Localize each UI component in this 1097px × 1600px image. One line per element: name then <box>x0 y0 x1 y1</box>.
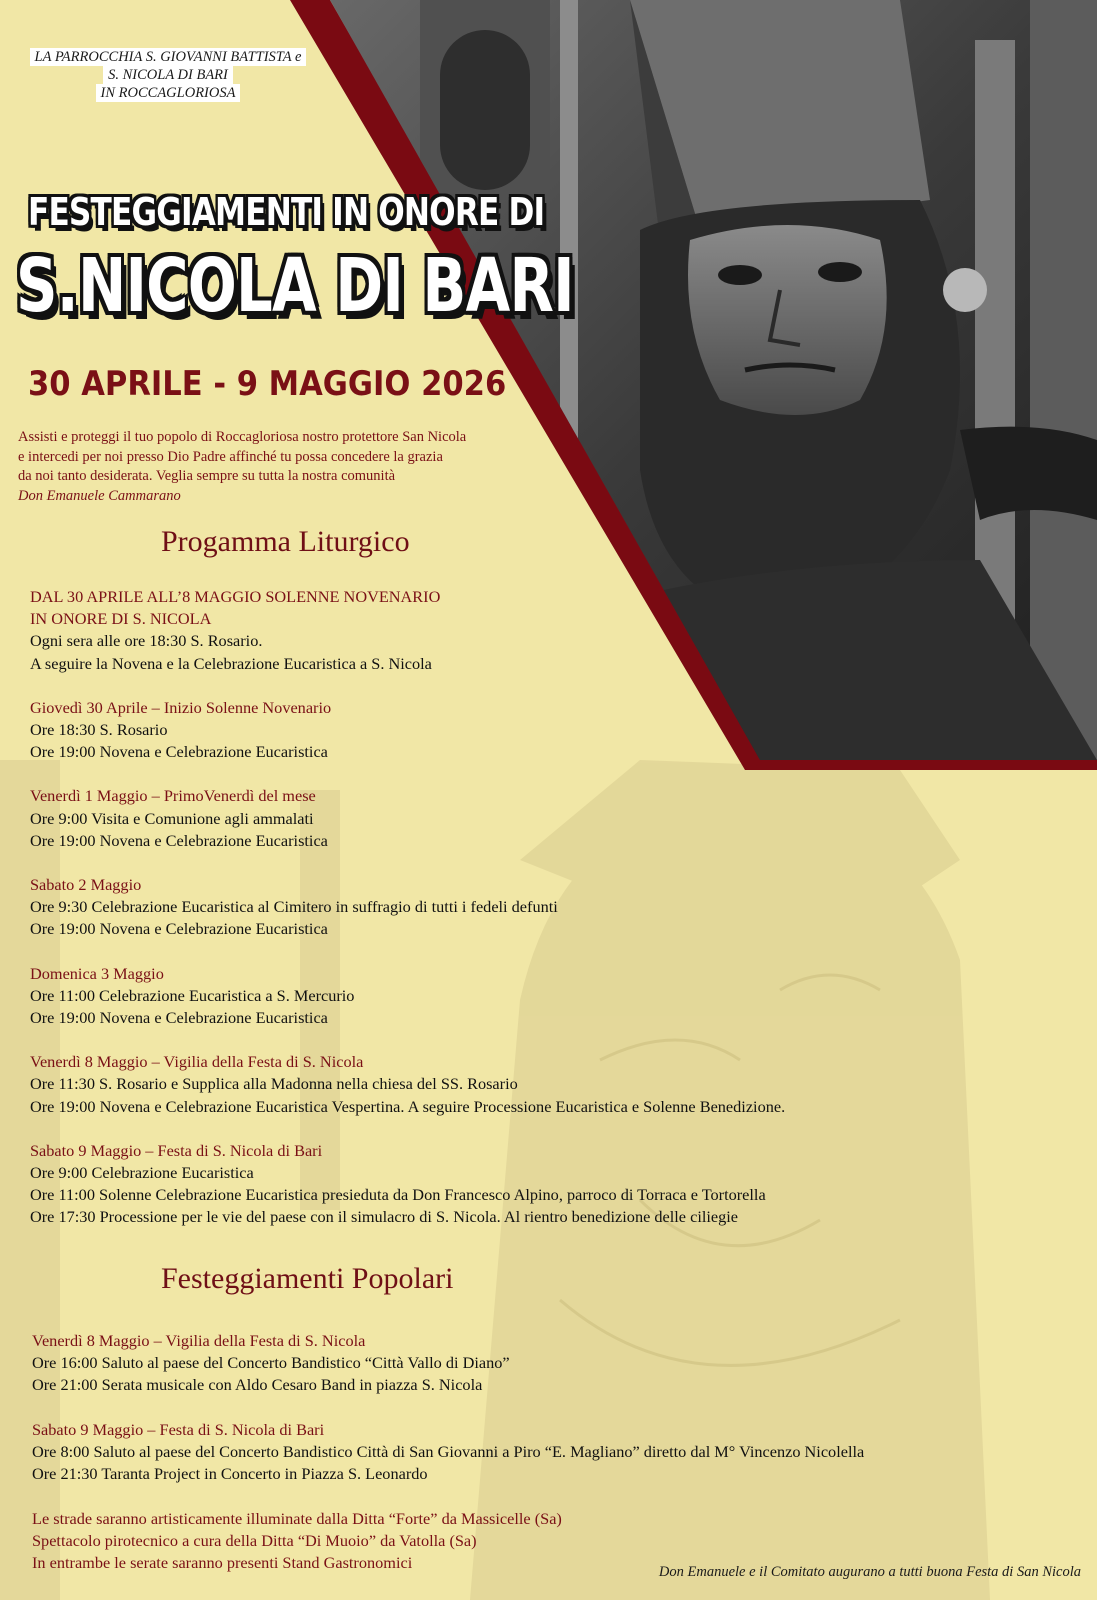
program-event-line: Ore 19:00 Novena e Celebrazione Eucaristica <box>30 742 328 762</box>
program-event-line: Ore 11:00 Solenne Celebrazione Eucaristica presieduta da Don Francesco Alpino, parroco di Torraca e Tortorella <box>30 1185 766 1205</box>
program-event-line: Ore 19:00 Novena e Celebrazione Eucaristica <box>30 919 328 939</box>
program-day-heading: Venerdì 1 Maggio – PrimoVenerdì del mese <box>30 786 316 806</box>
program-event-line: Ore 17:30 Processione per le vie del paese con il simulacro di S. Nicola. Al rientro benedizione delle ciliegie <box>30 1207 739 1227</box>
program-event-line: A seguire la Novena e la Celebrazione Eucaristica a S. Nicola <box>30 653 432 673</box>
program-day-heading: Sabato 9 Maggio – Festa di S. Nicola di Bari <box>32 1419 325 1439</box>
closing-greeting: Don Emanuele e il Comitato augurano a tutti buona Festa di San Nicola <box>658 1564 1081 1580</box>
program-day-heading: Venerdì 8 Maggio – Vigilia della Festa di S. Nicola <box>32 1331 366 1350</box>
program-event-line: Ore 11:30 S. Rosario e Supplica alla Madonna nella chiesa del SS. Rosario <box>30 1074 518 1094</box>
popular-festivities-title: Festeggiamenti Popolari <box>161 1262 454 1295</box>
parish-line: IN ROCCAGLORIOSA <box>96 84 241 102</box>
title-main: S.NICOLA DI BARI <box>16 243 574 329</box>
program-day-heading: IN ONORE DI S. NICOLA <box>30 609 212 629</box>
program-event-line: Ore 18:30 S. Rosario <box>30 720 168 740</box>
program-event-line: Ogni sera alle ore 18:30 S. Rosario. <box>30 631 263 651</box>
program-day-block <box>30 586 1080 675</box>
program-day-block <box>30 874 1080 941</box>
closing-notes <box>32 1508 732 1575</box>
program-event-line: Ore 19:00 Novena e Celebrazione Eucaristica Vespertina. A seguire Processione Eucaristica e Solenne Benedizione. <box>30 1096 786 1116</box>
program-event-line: Ore 9:30 Celebrazione Eucaristica al Cimitero in suffragio di tutti i fedeli defunti <box>30 897 558 917</box>
program-event-line: Ore 21:00 Serata musicale con Aldo Cesaro Band in piazza S. Nicola <box>32 1375 483 1395</box>
program-event-line: Ore 19:00 Novena e Celebrazione Eucaristica <box>30 1008 328 1028</box>
prayer-line: e intercedi per noi presso Dio Padre affinché tu possa concedere la grazia <box>18 448 443 465</box>
program-event-line: Ore 9:00 Visita e Comunione agli ammalati <box>30 808 314 828</box>
program-event-line: Ore 21:30 Taranta Project in Concerto in Piazza S. Leonardo <box>32 1464 428 1484</box>
program-event-line: Ore 8:00 Saluto al paese del Concerto Bandistico Città di San Giovanni a Piro “E. Magliano” diretto dal M° Vincenzo Nicolella <box>32 1441 865 1461</box>
parish-line: LA PARROCCHIA S. GIOVANNI BATTISTA e <box>30 48 307 66</box>
program-day-heading: Sabato 9 Maggio – Festa di S. Nicola di Bari <box>30 1140 323 1160</box>
program-day-heading: Giovedì 30 Aprile – Inizio Solenne Novenario <box>30 697 332 717</box>
program-day-heading: Venerdì 8 Maggio – Vigilia della Festa di S. Nicola <box>30 1052 364 1072</box>
prayer-signature: Don Emanuele Cammarano <box>18 487 181 504</box>
program-day-heading: Domenica 3 Maggio <box>30 963 164 983</box>
closing-line: Spettacolo pirotecnico a cura della Ditta “Di Muoio” da Vatolla (Sa) <box>32 1531 477 1551</box>
program-event-line: Ore 19:00 Novena e Celebrazione Eucaristica <box>30 830 328 850</box>
program-event-line: Ore 11:00 Celebrazione Eucaristica a S. Mercurio <box>30 985 355 1005</box>
parish-line: S. NICOLA DI BARI <box>103 66 233 84</box>
program-day-block <box>30 785 1080 852</box>
program-day-block <box>32 1330 1082 1397</box>
program-event-line: Ore 16:00 Saluto al paese del Concerto Bandistico “Città Vallo di Diano” <box>32 1353 510 1373</box>
program-event-line: Ore 9:00 Celebrazione Eucaristica <box>30 1163 254 1183</box>
program-day-block <box>30 697 1080 764</box>
prayer-line: da noi tanto desiderata. Veglia sempre su tutta la nostra comunità <box>18 468 396 484</box>
popular-festivities-program <box>32 1330 1082 1507</box>
program-day-block <box>30 1051 1080 1118</box>
closing-line: In entrambe le serate saranno presenti Stand Gastronomici <box>32 1553 413 1573</box>
title-top: FESTEGGIAMENTI IN ONORE DI <box>28 190 545 234</box>
prayer-text <box>18 428 538 506</box>
program-day-heading: Sabato 2 Maggio <box>30 875 142 895</box>
program-day-block <box>32 1419 1082 1486</box>
prayer-line: Assisti e proteggi il tuo popolo di Roccagloriosa nostro protettore San Nicola <box>18 429 467 445</box>
liturgical-program-title: Progamma Liturgico <box>161 525 410 558</box>
closing-line: Le strade saranno artisticamente illuminate dalla Ditta “Forte” da Massicelle (Sa) <box>32 1509 562 1528</box>
program-day-block <box>30 963 1080 1030</box>
parish-label <box>18 48 318 102</box>
event-dates: 30 APRILE - 9 MAGGIO 2026 <box>28 364 507 404</box>
program-day-block <box>30 1140 1080 1229</box>
liturgical-program <box>30 586 1080 1251</box>
program-day-heading: DAL 30 APRILE ALL’8 MAGGIO SOLENNE NOVENARIO <box>30 587 441 606</box>
